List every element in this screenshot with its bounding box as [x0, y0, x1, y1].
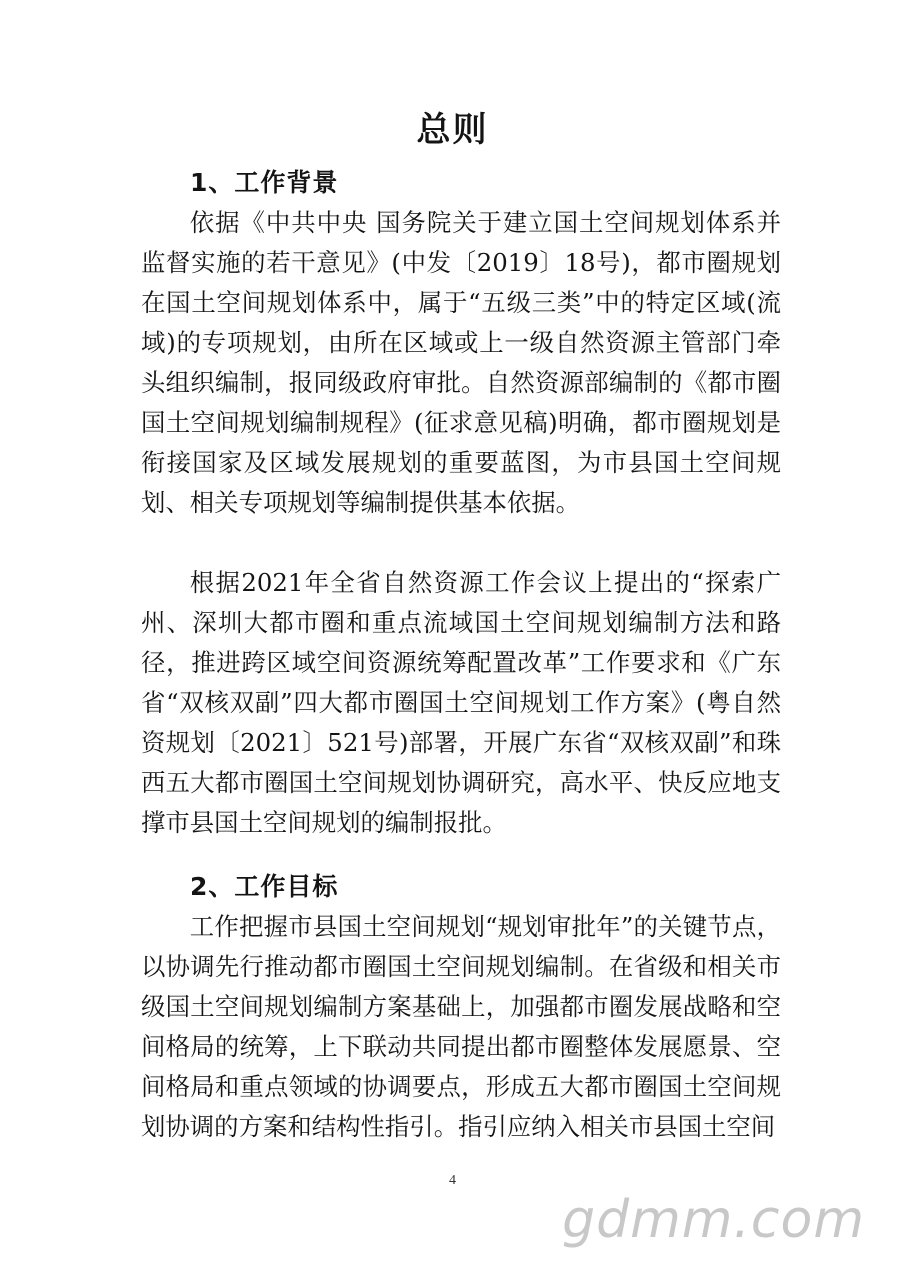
section-heading-background: 1、工作背景: [190, 168, 339, 197]
page-number: 4: [449, 1173, 456, 1188]
paragraph-background-basis: 依据《中共中央 国务院关于建立国土空间规划体系并监督实施的若干意见》(中发〔2019〕18号)，都市圈规划在国土空间规划体系中，属于“五级三类”中的特定区域(流域)的专项规划，由所在区域或上一级自然资源主管部门牵头组织编制，报同级政府审批。自然资源部编制的《都市圈国土空间规划编制规程》(征求意见稿)明确，都市圈规划是衔接国家及区域发展规划的重要蓝图，为市县国土空间规划、相关专项规划等编制提供基本依据。: [141, 208, 781, 517]
paragraph-goal: 工作把握市县国土空间规划“规划审批年”的关键节点，以协调先行推动都市圈国土空间规划编制。在省级和相关市级国土空间规划编制方案基础上，加强都市圈发展战略和空间格局的统筹，上下联动共同提出都市圈整体发展愿景、空间格局和重点领域的协调要点，形成五大都市圈国土空间规划协调的方案和结构性指引。指引应纳入相关市县国土空间: [141, 912, 781, 1141]
watermark-logo: gdmm.com: [562, 1190, 865, 1250]
paragraph-background-requirement: 根据2021年全省自然资源工作会议上提出的“探索广州、深圳大都市圈和重点流域国土空间规划编制方法和路径，推进跨区域空间资源统筹配置改革”工作要求和《广东省“双核双副”四大都市圈国土空间规划工作方案》(粤自然资规划〔2021〕521号)部署，开展广东省“双核双副”和珠西五大都市圈国土空间规划协调研究，高水平、快反应地支撑市县国土空间规划的编制报批。: [141, 568, 781, 837]
page-title: 总则: [416, 110, 489, 150]
section-heading-goal: 2、工作目标: [190, 872, 339, 901]
